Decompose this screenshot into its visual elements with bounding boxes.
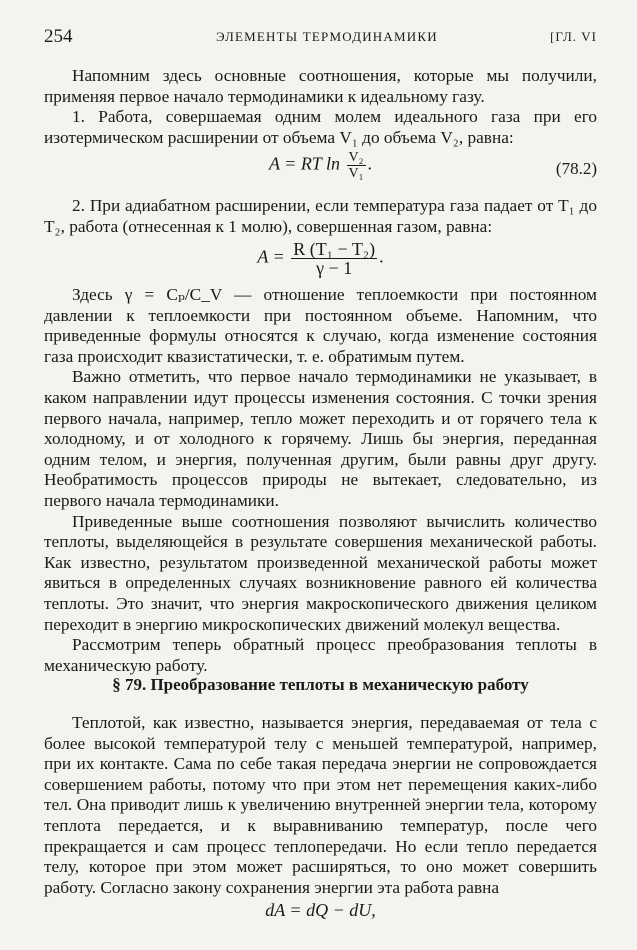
relations-paragraph: Приведенные выше соотношения позволяют вычислить количество теплоты, выделяющейся в результате совершения механической работы. Как известно, результатом произведенной механической работы может явиться в определенных случаях возникновение равного ей количества теплоты. Это значит, что энергия макроскопического движения целиком переходит в энергию микроскопических движений молекул вещества. [44, 511, 597, 634]
eq2-numerator: R (T₁ − T₂) [293, 239, 376, 259]
eq1-lhs: A = RT ln [269, 153, 340, 174]
reverse-process-paragraph: Рассмотрим теперь обратный процесс преобразования теплоты в механическую работу. [44, 635, 597, 675]
page-number: 254 [44, 26, 73, 47]
gamma-paragraph: Здесь γ = Cₚ/C_V — отношение теплоемкости при постоянном давлении к теплоемкости при постоянном объеме. Напомним, что приведенные формулы относятся к случаю, когда изменение состояния газа происходит квазистатически, т. е. обратимым путем. [44, 285, 597, 366]
text-block-3 [44, 285, 597, 676]
text-block-1 [44, 66, 597, 148]
first-law-direction-paragraph: Важно отметить, что первое начало термодинамики не указывает, в каком направлении идут процессы изменения состояния. С точки зрения первого начала, например, тепло может переходить и от горячего тела к холодному, и от холодного к горячему. Лишь бы энергия, переданная одним телом, и энергия, полученная другим, были равны друг другу. Необратимость процессов природы не вытекает, следовательно, из первого начала термодинамики. [44, 367, 597, 510]
intro-paragraph: Напомним здесь основные соотношения, которые мы получили, применяя первое начало термодинамики к идеальному газу. [44, 66, 597, 106]
running-title: ЭЛЕМЕНТЫ ТЕРМОДИНАМИКИ [216, 29, 438, 44]
page-header [44, 26, 597, 52]
eq2-lhs: A = [257, 246, 285, 267]
eq3-formula: dA = dQ − dU, [265, 900, 376, 920]
equation-78-2 [44, 150, 597, 190]
eq1-denominator: V₁ [348, 166, 364, 181]
equation-adiabatic [44, 240, 597, 280]
text-block-4 [44, 713, 597, 898]
equation-work-balance [44, 900, 597, 940]
eq1-numerator: V₂ [348, 150, 364, 165]
isothermal-work-paragraph: 1. Работа, совершаемая одним молем идеального газа при его изотермическом расширении от объема V₁ до объема V₂, равна: [44, 107, 597, 147]
eq2-denominator: γ − 1 [316, 258, 353, 278]
eq1-tail: . [367, 153, 372, 174]
text-block-2 [44, 196, 597, 237]
eq2-fraction [291, 240, 377, 277]
chapter-label: [ГЛ. VI [550, 29, 597, 44]
heat-transfer-paragraph: Теплотой, как известно, называется энергия, передаваемая от тела с более высокой температурой телу с меньшей температурой, например, при их контакте. Сама по себе такая передача энергии не сопровождается совершением работы, потому что при этом нет перемещения каких-либо тел. Она приводит лишь к увеличению внутренней энергии тела, которому теплота передается, и к выравниванию температур, после чего прекращается и сам процесс теплопередачи. Но если тепло передается телу, которое при этом может расширяться, то оно может совершить работу. Согласно закону сохранения энергии эта работа равна [44, 713, 597, 897]
adiabatic-work-paragraph: 2. При адиабатном расширении, если температура газа падает от T₁ до T₂, работа (отнесенная к 1 молю), совершенная газом, равна: [44, 196, 597, 236]
equation-number: (78.2) [555, 159, 597, 178]
eq2-tail: . [379, 246, 384, 267]
eq1-fraction [347, 150, 366, 181]
section-heading: § 79. Преобразование теплоты в механическую работу [112, 675, 529, 694]
